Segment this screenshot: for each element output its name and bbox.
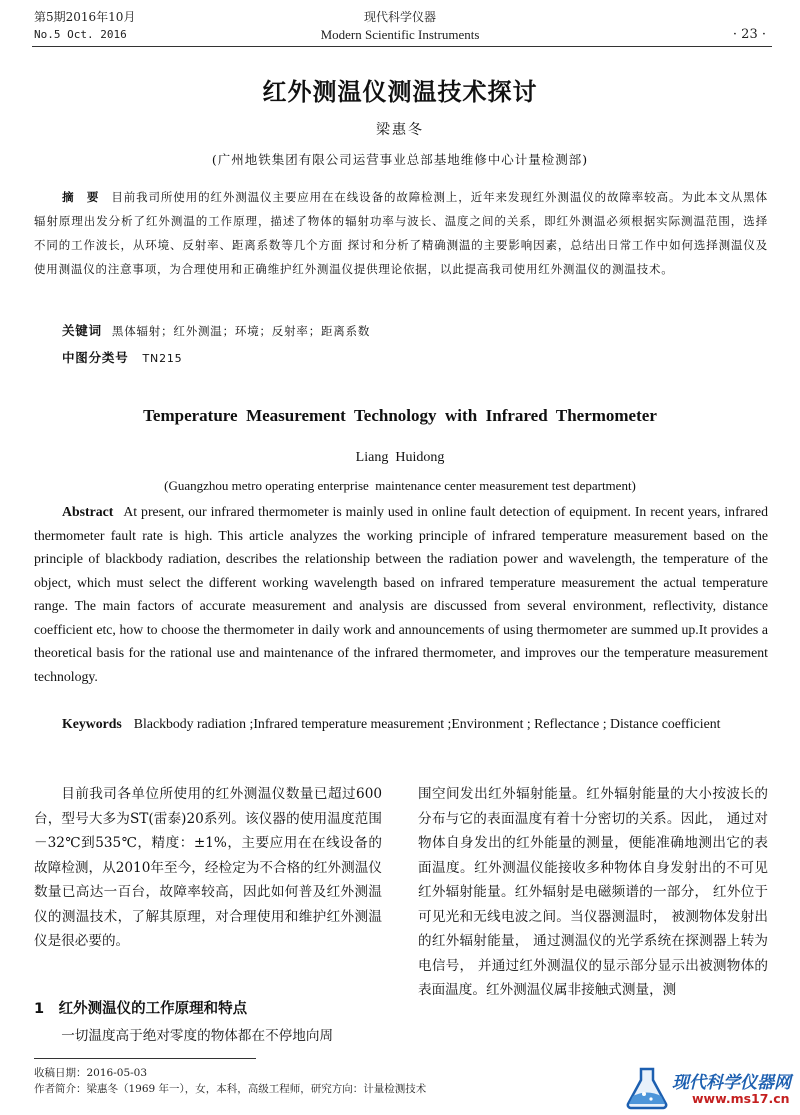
abstract-label-cn: 摘 要 (62, 190, 100, 204)
paper-title-en: Temperature Measurement Technology with Infrared Thermometer (143, 406, 657, 425)
intro-paragraph: 目前我司各单位所使用的红外测温仪数量已超过600台，型号大多为ST(雷泰)20系列。该仪器的使用温度范围－32℃到535℃，精度：±1%，主要应用在在线设备的故障检测，从2010年至今，经检定为不合格的红外测温仪数量已高达一百台，故障率较高，因此如何普及红外测温仪的测温技术，了解其原理，对合理使用和维护红外测温仪是很必要的。 (34, 786, 382, 949)
author-en: Liang Huidong (355, 450, 445, 465)
page-number: · 23 · (732, 27, 766, 42)
keywords-label-en: Keywords (62, 716, 122, 731)
issue-cn: 第5期2016年10月 (34, 10, 136, 24)
author-cn: 梁惠冬 (376, 122, 424, 138)
journal-en: Modern Scientific Instruments (320, 27, 480, 42)
abstract-en (34, 500, 768, 688)
section-1-title: 1 红外测温仪的工作原理和特点 (34, 1001, 248, 1017)
keywords-cn (34, 319, 768, 343)
footnote-rule (34, 1058, 256, 1059)
abstract-text-en: At present, our infrared thermometer is mainly used in online fault detection of equipment. In recent years, infrared thermometer fault rate is high. This article analyzes the working principle of infrared temperature measurement based on the principle of blackbody radiation, describes the relationship between the radiation power and wavelength, the temperature of the object, which must select the different working wavelength based on infrared temperature measurement the actual temperature range. The main factors of accurate measurement and analysis are discussed from several environment, reflectivity, distance coefficient etc, how to choose the thermometer in daily work and announcements of using thermometer are summed up.It provides a theoretical basis for the rational use and maintenance of the infrared thermometer, and improves our the temperature measurement technology. (34, 504, 768, 684)
site-watermark (622, 1062, 798, 1112)
keywords-en (34, 712, 768, 736)
watermark-brand: 现代科学仪器网 (672, 1073, 791, 1093)
watermark-url[interactable]: www.ms17.cn (692, 1091, 790, 1106)
body-right-column (418, 782, 768, 1003)
author-bio: 作者简介：梁惠冬（1969 年一），女，本科，高级工程师，研究方向：计量检测技术 (34, 1083, 427, 1095)
header-rule (32, 46, 772, 47)
keywords-label-cn: 关键词 (62, 323, 102, 338)
received-date: 收稿日期：2016-05-03 (34, 1067, 148, 1079)
flask-logo-icon (622, 1066, 672, 1110)
affiliation-cn: (广州地铁集团有限公司运营事业总部基地维修中心计量检测部) (211, 152, 589, 167)
journal-cn: 现代科学仪器 (363, 10, 436, 24)
right-column-paragraph: 围空间发出红外辐射能量。红外辐射能量的大小按波长的分布与它的表面温度有着十分密切的关系。因此， 通过对物体自身发出的红外能量的测量，便能准确地测出它的表面温度。红外测温仪能接收多种物体自身发射出的不可见红外辐射能量。红外辐射是电磁频谱的一部分， 红外位于可见光和无线电波之间。当仪器测温时， 被测物体发射出的红外辐射能量， 通过测温仪的光学系统在探测器上转为电信号， 并通过红外测温仪的显示部分显示出被测物体的表面温度。红外测温仪属非接触式测量，测 (418, 786, 768, 998)
keywords-text-en: Blackbody radiation ;Infrared temperature measurement ;Environment ; Reflectance ; Distance coefficient (133, 716, 721, 731)
clc-label-cn: 中图分类号 (62, 350, 129, 365)
body-left-column (34, 782, 382, 954)
issue-en: No.5 Oct. 2016 (34, 28, 127, 41)
paper-title-cn: 红外测温仪测温技术探讨 (262, 77, 538, 106)
abstract-cn (34, 185, 768, 281)
abstract-text-cn: 目前我司所使用的红外测温仪主要应用在在线设备的故障检测上，近年来发现红外测温仪的故障率较高。为此本文从黑体辐射原理出发分析了红外测温的工作原理，描述了物体的辐射功率与波长、温度之间的关系，即红外测温必须根据实际测温范围，选择不同的工作波长，从环境、反射率、距离系数等几个方面 探讨和分析了精确测温的主要影响因素，总结出日常工作中如何选择测温仪及使用测温仪的注意事项，为合理使用和正确维护红外测温仪提供理论依据，以此提高我司使用红外测温仪的测温技术。 (34, 190, 768, 276)
keywords-text-cn: 黑体辐射；红外测温；环境；反射率；距离系数 (111, 324, 371, 338)
abstract-label-en: Abstract (62, 504, 114, 519)
clc-value: TN215 (142, 352, 183, 365)
affiliation-en: (Guangzhou metro operating enterprise maintenance center measurement test department) (164, 478, 636, 493)
clc-cn (34, 346, 768, 371)
section-1-start: 一切温度高于绝对零度的物体都在不停地向周 (61, 1028, 334, 1044)
